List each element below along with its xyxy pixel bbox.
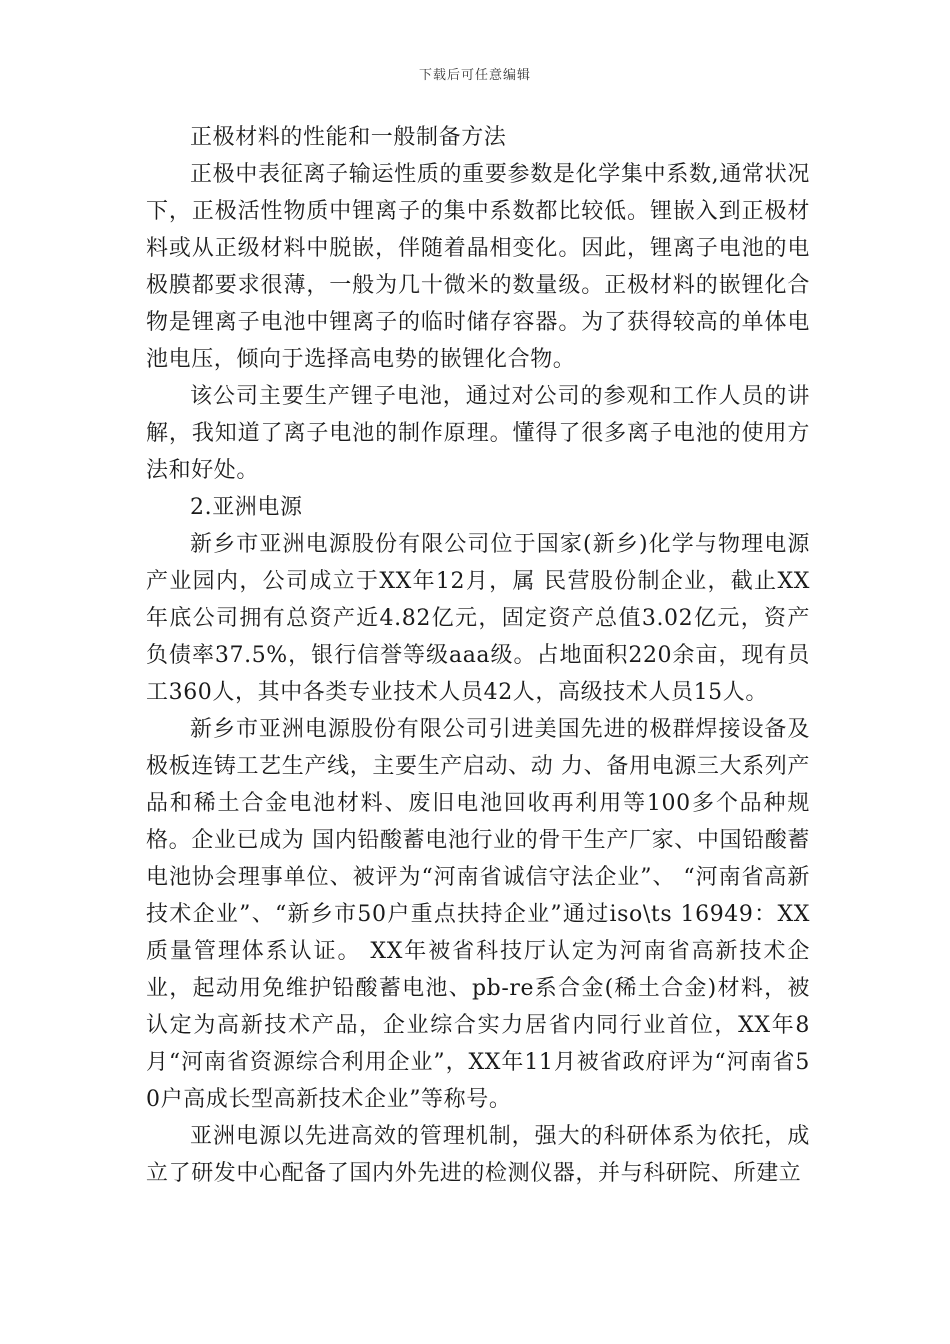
body-paragraph: 亚洲电源以先进高效的管理机制，强大的科研体系为依托，成立了研发中心配备了国内外先进的检测仪器，并与科研院、所建立 — [146, 1124, 810, 1186]
body-paragraph: 该公司主要生产锂子电池，通过对公司的参观和工作人员的讲解，我知道了离子电池的制作原理。懂得了很多离子电池的使用方法和好处。 — [146, 384, 810, 483]
document-body — [146, 119, 810, 1192]
section-heading: 正极材料的性能和一般制备方法 — [190, 125, 507, 150]
body-paragraph: 新乡市亚洲电源股份有限公司引进美国先进的极群焊接设备及极板连铸工艺生产线，主要生产启动、动 力、备用电源三大系列产品和稀土合金电池材料、废旧电池回收再利用等100多个品种规格。企业已成为 国内铅酸蓄电池行业的骨干生产厂家、中国铅酸蓄电池协会理事单位、被评为“河南省诚信守法企业”、 “河南省高新技术企业”、“新乡市50户重点扶持企业”通过iso\ts 16949：XX质量管理体系认证。 XX年被省科技厅认定为河南省高新技术企业，起动用免维护铅酸蓄电池、pb-re系合金(稀土合金)材料，被认定为高新技术产品，企业综合实力居省内同行业首位，XX年8月“河南省资源综合利用企业”，XX年11月被省政府评为“河南省50户高成长型高新技术企业”等称号。 — [146, 717, 810, 1112]
section-heading: 2.亚洲电源 — [190, 495, 303, 520]
body-paragraph: 正极中表征离子输运性质的重要参数是化学集中系数,通常状况下，正极活性物质中锂离子的集中系数都比较低。锂嵌入到正极材料或从正级材料中脱嵌，伴随着晶相变化。因此，锂离子电池的电极膜都要求很薄，一般为几十微米的数量级。正极材料的嵌锂化合物是锂离子电池中锂离子的临时储存容器。为了获得较高的单体电池电压，倾向于选择高电势的嵌锂化合物。 — [146, 162, 810, 372]
header-note: 下载后可任意编辑 — [418, 68, 531, 83]
body-paragraph: 新乡市亚洲电源股份有限公司位于国家(新乡)化学与物理电源产业园内，公司成立于XX年12月，属 民营股份制企业，截止XX年底公司拥有总资产近4.82亿元，固定资产总值3.02亿元，资产负债率37.5%，银行信誉等级aaa级。占地面积220余亩，现有员工360人，其中各类专业技术人员42人，高级技术人员15人。 — [146, 532, 810, 705]
